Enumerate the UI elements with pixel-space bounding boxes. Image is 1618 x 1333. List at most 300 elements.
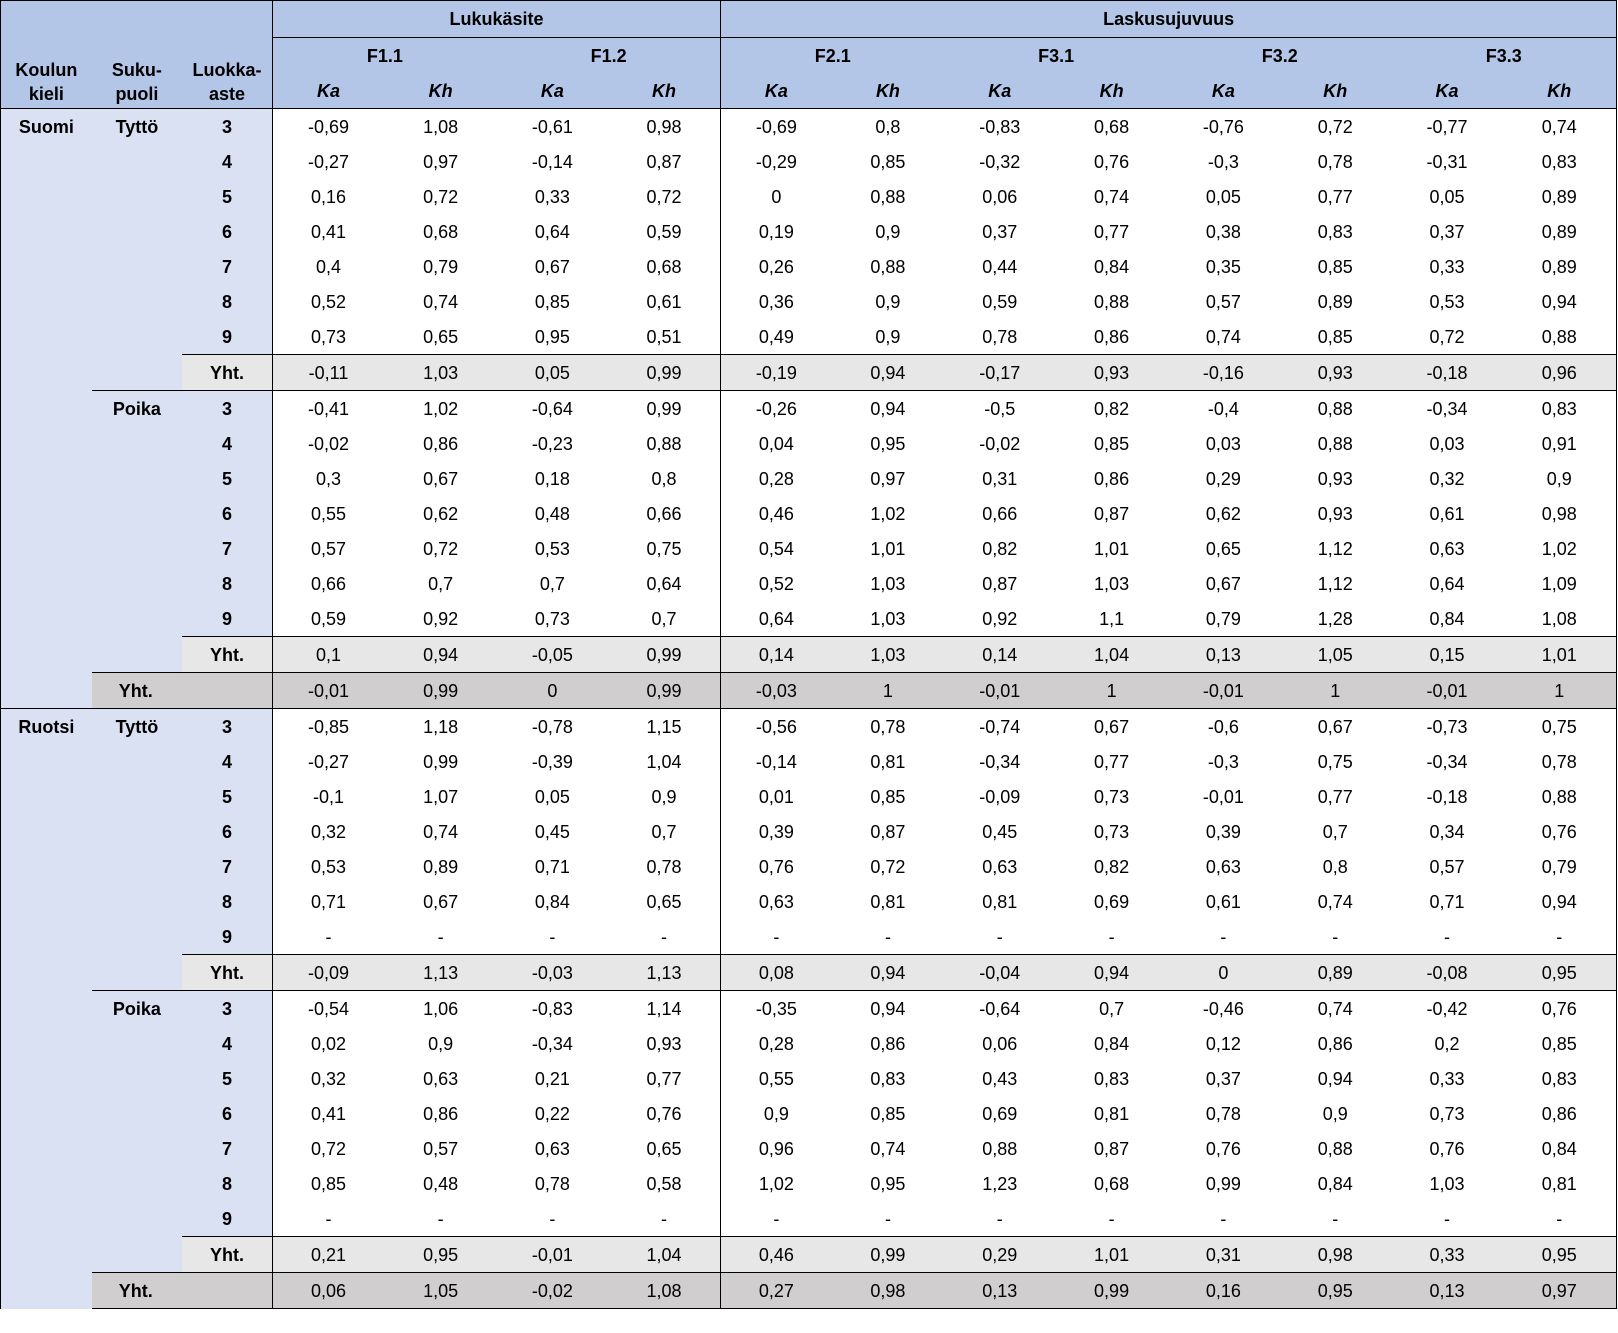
table-cell: 0,94 xyxy=(1055,955,1168,991)
table-cell: 0,26 xyxy=(758,256,794,277)
table-cell: 0,82 xyxy=(1055,391,1168,427)
table-cell: 1,02 xyxy=(870,503,906,524)
table-cell: 0,96 xyxy=(758,1138,794,1159)
gender-total-label: Yht. xyxy=(182,637,272,673)
table-cell: - xyxy=(325,1208,332,1229)
table-cell: - xyxy=(884,926,891,947)
table-cell: 0,83 xyxy=(1502,1061,1616,1096)
table-cell: 0,84 xyxy=(1429,608,1465,629)
gender-label: Poika xyxy=(92,991,182,1273)
table-cell: 1,09 xyxy=(1502,566,1616,601)
table-cell: 0,74 xyxy=(1094,186,1130,207)
table-cell: 0,89 xyxy=(1502,179,1616,214)
table-row xyxy=(1,214,1617,249)
table-cell: 0,78 xyxy=(534,1173,570,1194)
table-row xyxy=(1,1201,1617,1237)
grade-label: 3 xyxy=(182,391,272,427)
table-cell: 0,78 xyxy=(1205,1103,1241,1124)
table-cell: 0,16 xyxy=(1168,1273,1279,1309)
table-cell: 0,14 xyxy=(721,637,832,673)
table-cell: 0,63 xyxy=(1205,856,1241,877)
table-cell: 0,72 xyxy=(1317,116,1353,137)
table-cell: 1,04 xyxy=(608,744,721,779)
table-row xyxy=(1,991,1617,1027)
table-cell: -0,32 xyxy=(979,151,1021,172)
table-cell: 0,81 xyxy=(982,891,1018,912)
table-cell: 0,66 xyxy=(982,503,1018,524)
table-cell: 0,57 xyxy=(311,538,347,559)
table-cell: 0,95 xyxy=(534,326,570,347)
table-cell: 0,04 xyxy=(758,433,794,454)
grade-label: 4 xyxy=(182,744,272,779)
table-cell: -0,18 xyxy=(1392,355,1503,391)
table-cell: 1,04 xyxy=(608,1237,721,1273)
table-cell: 0,9 xyxy=(763,1103,789,1124)
table-cell: 0,39 xyxy=(1205,821,1241,842)
header-test-f3-2: F3.2 xyxy=(1168,38,1392,74)
table-cell: 0,85 xyxy=(1317,256,1353,277)
table-cell: 0,77 xyxy=(1317,186,1353,207)
grade-label: 5 xyxy=(182,461,272,496)
table-cell: 0,7 xyxy=(539,573,565,594)
table-cell: -0,83 xyxy=(979,116,1021,137)
table-cell: 0,77 xyxy=(1317,786,1353,807)
table-cell: 0,9 xyxy=(428,1033,454,1054)
table-cell: 0,38 xyxy=(1205,221,1241,242)
table-cell: 0,55 xyxy=(311,503,347,524)
table-cell: 0,89 xyxy=(1502,249,1616,284)
table-row xyxy=(1,744,1617,779)
table-cell: 0,95 xyxy=(1279,1273,1392,1309)
header-test-f1-2: F1.2 xyxy=(497,38,721,74)
table-cell: 0,94 xyxy=(832,355,945,391)
table-cell: 1 xyxy=(1279,673,1392,709)
table-row xyxy=(1,601,1617,637)
table-cell: - xyxy=(1444,926,1451,947)
table-cell: 1,07 xyxy=(423,786,459,807)
table-cell: 1,14 xyxy=(608,991,721,1027)
table-cell: 1,04 xyxy=(1055,637,1168,673)
table-cell: 0,63 xyxy=(758,891,794,912)
table-cell: 0,79 xyxy=(423,256,459,277)
table-cell: 0,05 xyxy=(1205,186,1241,207)
table-row xyxy=(1,179,1617,214)
grade-label: 7 xyxy=(182,1131,272,1166)
table-cell: - xyxy=(1108,1208,1115,1229)
table-cell: 0,85 xyxy=(1317,326,1353,347)
table-row xyxy=(1,319,1617,355)
table-cell: 0,88 xyxy=(870,186,906,207)
table-cell: 0,87 xyxy=(608,144,721,179)
table-cell: -0,14 xyxy=(531,151,573,172)
table-cell: 0,52 xyxy=(758,573,794,594)
table-cell: 0,88 xyxy=(1502,319,1616,355)
table-cell: -0,34 xyxy=(531,1033,573,1054)
table-cell: 0,82 xyxy=(1094,856,1130,877)
table-row xyxy=(1,144,1617,179)
table-cell: - xyxy=(549,1208,556,1229)
table-cell: 0,28 xyxy=(758,1033,794,1054)
table-cell: 0,06 xyxy=(982,1033,1018,1054)
grade-label: 8 xyxy=(182,1166,272,1201)
table-header xyxy=(1,1,1617,109)
language-total-label: Yht. xyxy=(92,1273,273,1309)
table-cell: -0,5 xyxy=(944,391,1055,427)
table-cell: 0,64 xyxy=(608,566,721,601)
table-cell: 0,05 xyxy=(1429,186,1465,207)
table-row xyxy=(1,426,1617,461)
table-cell: -0,54 xyxy=(272,991,384,1027)
table-cell: 0,94 xyxy=(384,637,497,673)
table-cell: 0,22 xyxy=(534,1103,570,1124)
gender-total-row xyxy=(1,637,1617,673)
table-cell: 0,43 xyxy=(982,1068,1018,1089)
header-test-f2-1: F2.1 xyxy=(721,38,945,74)
table-cell: 0,76 xyxy=(608,1096,721,1131)
table-row xyxy=(1,461,1617,496)
table-cell: -0,09 xyxy=(979,786,1021,807)
table-cell: -0,77 xyxy=(1426,116,1468,137)
table-cell: -0,34 xyxy=(1392,391,1503,427)
table-cell: -0,1 xyxy=(313,786,345,807)
table-cell: -0,42 xyxy=(1392,991,1503,1027)
table-cell: -0,27 xyxy=(308,151,350,172)
table-cell: 0,66 xyxy=(311,573,347,594)
table-cell: -0,01 xyxy=(1168,673,1279,709)
table-row xyxy=(1,496,1617,531)
table-cell: 0,68 xyxy=(423,221,459,242)
table-cell: -0,69 xyxy=(308,116,350,137)
table-cell: 0,77 xyxy=(608,1061,721,1096)
table-cell: -0,64 xyxy=(497,391,608,427)
table-cell: 1,01 xyxy=(1055,1237,1168,1273)
table-cell: 0,94 xyxy=(1502,284,1616,319)
header-gender: Suku-puoli xyxy=(92,1,182,109)
language-total-spacer xyxy=(1,1273,92,1309)
table-cell: 0,86 xyxy=(1094,326,1130,347)
table-cell: 0,29 xyxy=(1205,468,1241,489)
table-cell: 0,83 xyxy=(1317,221,1353,242)
table-cell: 0,87 xyxy=(1094,1138,1130,1159)
table-cell: 0,05 xyxy=(497,355,608,391)
table-row xyxy=(1,531,1617,566)
table-cell: -0,31 xyxy=(1426,151,1468,172)
table-cell: 0,7 xyxy=(428,573,454,594)
table-row xyxy=(1,249,1617,284)
table-cell: 0,99 xyxy=(384,673,497,709)
grade-label: 9 xyxy=(182,1201,272,1237)
table-cell: 1,02 xyxy=(384,391,497,427)
table-cell: 0,91 xyxy=(1502,426,1616,461)
header-sd: Kh xyxy=(1055,73,1168,109)
table-cell: - xyxy=(773,926,780,947)
table-cell: 0,85 xyxy=(1502,1026,1616,1061)
table-cell: 0,39 xyxy=(758,821,794,842)
table-cell: 0,57 xyxy=(423,1138,459,1159)
table-cell: 1,03 xyxy=(384,355,497,391)
table-cell: 0,88 xyxy=(1317,1138,1353,1159)
table-cell: -0,02 xyxy=(979,433,1021,454)
table-cell: 0,7 xyxy=(608,601,721,637)
table-cell: 1,03 xyxy=(870,573,906,594)
table-cell: 0,81 xyxy=(870,751,906,772)
table-cell: 0,63 xyxy=(534,1138,570,1159)
table-cell: 0,16 xyxy=(311,186,347,207)
table-cell: 0,99 xyxy=(1205,1173,1241,1194)
table-cell: 0,53 xyxy=(534,538,570,559)
table-cell: 0,83 xyxy=(1502,144,1616,179)
header-mean: Ka xyxy=(721,73,832,109)
table-cell: -0,01 xyxy=(497,1237,608,1273)
table-cell: 0,99 xyxy=(608,637,721,673)
table-cell: 0,86 xyxy=(423,1103,459,1124)
grade-label: 9 xyxy=(182,919,272,955)
table-cell: 0,48 xyxy=(534,503,570,524)
table-cell: 0,8 xyxy=(608,461,721,496)
table-cell: 0,74 xyxy=(1502,109,1616,145)
gender-total-row xyxy=(1,355,1617,391)
table-cell: 0,87 xyxy=(870,821,906,842)
table-cell: - xyxy=(1502,919,1616,955)
table-cell: 0,3 xyxy=(316,468,342,489)
gender-total-label: Yht. xyxy=(182,955,272,991)
table-cell: -0,6 xyxy=(1168,709,1279,745)
table-cell: -0,02 xyxy=(497,1273,608,1309)
table-cell: 0,89 xyxy=(1317,291,1353,312)
table-cell: 0,1 xyxy=(272,637,384,673)
table-cell: 0,99 xyxy=(832,1237,945,1273)
table-cell: 0,71 xyxy=(1429,891,1465,912)
table-cell: 0,08 xyxy=(721,955,832,991)
table-cell: 0,69 xyxy=(982,1103,1018,1124)
table-cell: -0,14 xyxy=(755,751,797,772)
table-cell: 0,65 xyxy=(423,326,459,347)
table-cell: 0,88 xyxy=(982,1138,1018,1159)
header-mean: Ka xyxy=(1392,73,1503,109)
table-cell: 0,75 xyxy=(1317,751,1353,772)
grade-label: 3 xyxy=(182,109,272,145)
table-cell: 0,93 xyxy=(1055,355,1168,391)
table-cell: 0,86 xyxy=(1094,468,1130,489)
table-cell: 0,69 xyxy=(1094,891,1130,912)
table-cell: 0,88 xyxy=(1317,433,1353,454)
table-cell: 0,74 xyxy=(1279,991,1392,1027)
table-cell: 0,2 xyxy=(1434,1033,1460,1054)
header-test-f1-1: F1.1 xyxy=(272,38,497,74)
table-cell: 0,75 xyxy=(608,531,721,566)
table-cell: -0,76 xyxy=(1202,116,1244,137)
table-cell: 0,83 xyxy=(870,1068,906,1089)
table-cell: 0,67 xyxy=(1055,709,1168,745)
grade-label: 6 xyxy=(182,814,272,849)
table-cell: 0,9 xyxy=(1502,461,1616,496)
table-cell: 0,99 xyxy=(1055,1273,1168,1309)
table-cell: 0,59 xyxy=(982,291,1018,312)
table-cell: 0,06 xyxy=(982,186,1018,207)
table-cell: 1,13 xyxy=(608,955,721,991)
grade-label: 3 xyxy=(182,991,272,1027)
table-cell: 0,27 xyxy=(721,1273,832,1309)
table-cell: - xyxy=(437,1208,444,1229)
table-cell: 0,78 xyxy=(1317,151,1353,172)
table-cell: 0,67 xyxy=(423,891,459,912)
grade-label: 5 xyxy=(182,779,272,814)
table-cell: - xyxy=(884,1208,891,1229)
header-grade: Luokka-aste xyxy=(182,1,272,109)
table-cell: 0,98 xyxy=(832,1273,945,1309)
table-cell: 0,96 xyxy=(1502,355,1616,391)
table-cell: 0,74 xyxy=(423,291,459,312)
table-cell: 0,51 xyxy=(608,319,721,355)
table-cell: 0,33 xyxy=(1429,1068,1465,1089)
header-mean: Ka xyxy=(944,73,1055,109)
table-cell: 0,84 xyxy=(1094,1033,1130,1054)
table-cell: 1,18 xyxy=(384,709,497,745)
table-cell: 0,21 xyxy=(534,1068,570,1089)
table-cell: 1 xyxy=(832,673,945,709)
table-cell: 0,73 xyxy=(534,608,570,629)
table-cell: 0,7 xyxy=(1322,821,1348,842)
table-cell: - xyxy=(608,1201,721,1237)
table-cell: 0,98 xyxy=(608,109,721,145)
table-cell: 0,74 xyxy=(1317,891,1353,912)
table-cell: 1,13 xyxy=(384,955,497,991)
table-row xyxy=(1,1026,1617,1061)
header-school-language: Koulun kieli xyxy=(1,1,92,109)
table-cell: 0,85 xyxy=(1094,433,1130,454)
header-group-laskusujuvuus: Laskusujuvuus xyxy=(721,1,1617,38)
header-sd: Kh xyxy=(1502,73,1616,109)
table-cell: 0,34 xyxy=(1429,821,1465,842)
table-cell: 0,68 xyxy=(1094,116,1130,137)
table-cell: -0,69 xyxy=(755,116,797,137)
table-cell: 0,95 xyxy=(870,1173,906,1194)
table-cell: 0,18 xyxy=(534,468,570,489)
table-cell: 0,97 xyxy=(423,151,459,172)
table-cell: -0,01 xyxy=(1392,673,1503,709)
table-cell: 0,59 xyxy=(311,608,347,629)
table-cell: 0,55 xyxy=(758,1068,794,1089)
table-cell: 0,94 xyxy=(832,955,945,991)
header-test-f3-1: F3.1 xyxy=(944,38,1168,74)
table-cell: -0,85 xyxy=(272,709,384,745)
table-cell: 0,63 xyxy=(982,856,1018,877)
table-cell: 0,72 xyxy=(1429,326,1465,347)
table-cell: 0,99 xyxy=(608,673,721,709)
gender-label: Tyttö xyxy=(92,709,182,991)
table-row xyxy=(1,1166,1617,1201)
table-cell: 0,46 xyxy=(721,1237,832,1273)
table-cell: 0,97 xyxy=(1502,1273,1616,1309)
grade-label: 9 xyxy=(182,601,272,637)
table-cell: 0,65 xyxy=(608,884,721,919)
table-cell: 0,77 xyxy=(1094,751,1130,772)
table-cell: -0,73 xyxy=(1392,709,1503,745)
table-cell: 0,93 xyxy=(1317,468,1353,489)
language-total-row xyxy=(1,673,1617,709)
table-cell: -0,56 xyxy=(721,709,832,745)
table-cell: -0,01 xyxy=(1202,786,1244,807)
table-cell: -0,03 xyxy=(497,955,608,991)
table-cell: 0,72 xyxy=(423,538,459,559)
table-cell: 1,15 xyxy=(608,709,721,745)
table-cell: 0,85 xyxy=(870,786,906,807)
header-test-f3-3: F3.3 xyxy=(1392,38,1617,74)
table-cell: 0,02 xyxy=(311,1033,347,1054)
table-cell: -0,78 xyxy=(497,709,608,745)
grade-label: 4 xyxy=(182,144,272,179)
table-cell: 0,32 xyxy=(1429,468,1465,489)
table-cell: 1,02 xyxy=(1502,531,1616,566)
grade-label: 4 xyxy=(182,426,272,461)
table-cell: - xyxy=(549,926,556,947)
table-cell: 0,13 xyxy=(944,1273,1055,1309)
table-cell: 0,36 xyxy=(758,291,794,312)
table-cell: 0,45 xyxy=(534,821,570,842)
table-cell: 0,54 xyxy=(758,538,794,559)
table-cell: 0,84 xyxy=(1094,256,1130,277)
header-mean: Ka xyxy=(1168,73,1279,109)
table-cell: 0,73 xyxy=(311,326,347,347)
table-cell: 1,03 xyxy=(1094,573,1130,594)
table-cell: -0,35 xyxy=(721,991,832,1027)
table-cell: 0,06 xyxy=(272,1273,384,1309)
table-cell: 0,9 xyxy=(1322,1103,1348,1124)
table-cell: -0,29 xyxy=(755,151,797,172)
table-cell: -0,41 xyxy=(272,391,384,427)
table-cell: 0,31 xyxy=(1168,1237,1279,1273)
table-cell: -0,34 xyxy=(1426,751,1468,772)
table-row xyxy=(1,814,1617,849)
table-cell: -0,09 xyxy=(272,955,384,991)
table-cell: -0,27 xyxy=(308,751,350,772)
table-cell: 0,76 xyxy=(1094,151,1130,172)
table-cell: 0,78 xyxy=(982,326,1018,347)
table-cell: -0,01 xyxy=(944,673,1055,709)
gender-total-label: Yht. xyxy=(182,355,272,391)
table-cell: 0,64 xyxy=(1429,573,1465,594)
table-cell: 0,72 xyxy=(870,856,906,877)
table-cell: 0,64 xyxy=(534,221,570,242)
table-cell: -0,05 xyxy=(497,637,608,673)
table-cell: -0,16 xyxy=(1168,355,1279,391)
grade-label: 8 xyxy=(182,884,272,919)
table-cell: 1 xyxy=(1055,673,1168,709)
table-cell: - xyxy=(773,1208,780,1229)
table-cell: - xyxy=(1332,926,1339,947)
table-cell: 0,65 xyxy=(1205,538,1241,559)
table-cell: 0,81 xyxy=(1094,1103,1130,1124)
table-cell: 0 xyxy=(771,186,782,207)
table-row xyxy=(1,566,1617,601)
table-cell: 0,93 xyxy=(1279,355,1392,391)
table-cell: 1,1 xyxy=(1099,608,1125,629)
table-cell: 0,52 xyxy=(311,291,347,312)
grade-label: 5 xyxy=(182,179,272,214)
table-cell: 0,64 xyxy=(758,608,794,629)
table-row xyxy=(1,1096,1617,1131)
grade-label: 3 xyxy=(182,709,272,745)
table-cell: - xyxy=(437,926,444,947)
table-cell: 0,73 xyxy=(1429,1103,1465,1124)
header-mean: Ka xyxy=(497,73,608,109)
table-cell: 0,89 xyxy=(1279,955,1392,991)
table-cell: 0,13 xyxy=(1392,1273,1503,1309)
table-cell: 0,94 xyxy=(1502,884,1616,919)
gender-label: Poika xyxy=(92,391,182,673)
table-cell: 0,59 xyxy=(608,214,721,249)
table-cell: 1,05 xyxy=(1279,637,1392,673)
